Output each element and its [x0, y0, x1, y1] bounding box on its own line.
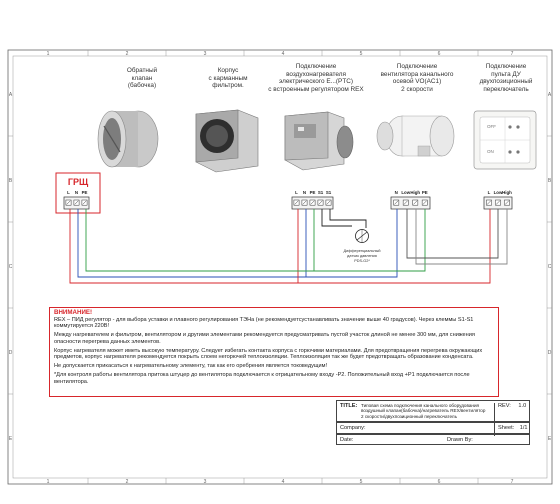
- grid-col-2-bottom: 2: [125, 479, 129, 485]
- remote-terminal-label: Low: [493, 190, 503, 195]
- header-fan: Подключение вентилятора канального осевой VO(AC1) 2 скорости: [380, 63, 454, 93]
- wire-n-heater-fan: [306, 209, 397, 277]
- grid-col-5-bottom: 5: [359, 479, 363, 485]
- rev-label: REV:: [498, 403, 511, 409]
- pressure-sensor: [356, 229, 369, 243]
- grid-row-c-right: C: [547, 264, 552, 270]
- remote-terminal-label: High: [502, 190, 512, 195]
- fan-terminal-label: Low: [401, 190, 411, 195]
- title-row: [336, 400, 530, 422]
- grid-col-4-bottom: 4: [281, 479, 285, 485]
- grid-col-1-bottom: 1: [46, 479, 50, 485]
- rev-cell: [494, 403, 534, 421]
- date-row: [336, 434, 530, 445]
- warning-paragraph: *Для контроля работы вентилятора притока штуцер до вентилятора подключается к отрицательному входу -P2. Положительный вход +P1 подключается после вентилятора.: [54, 372, 470, 385]
- grid-col-4: 4: [281, 51, 285, 57]
- terminal-blocks: [64, 190, 512, 209]
- remote-panel-image: [474, 111, 536, 169]
- title-block: [336, 400, 530, 474]
- title-text: Типовая схема подключения канального оборудования воздушный клапан(бабочка)/нагреватель REX/вентилятор 2 скорости/двухпозиционный переключатель: [361, 403, 486, 419]
- sensor-label-2: датчик давления: [347, 254, 377, 258]
- grsh-terminal-label: L: [67, 190, 70, 195]
- header-heater: Подключение воздухонагревателя электрического E...(PTC) с встроенным регулятором REX: [268, 63, 364, 93]
- company-row: [336, 422, 530, 434]
- wire-s1-b: [330, 209, 366, 228]
- remote-on-label: ON: [487, 149, 494, 154]
- header-filter: Корпус с карманным фильтром.: [208, 67, 248, 90]
- grid-row-c: C: [8, 264, 13, 270]
- warning-paragraph: REX – ПИД регулятор - для выбора уставки и плавного регулирования ТЭНа (не рекомендуетсустанавливать значение выше 40 градусов). Через клеммы S1-S1 коммутируется 220В!: [54, 316, 474, 330]
- sheet-value: 1/1: [519, 425, 528, 431]
- grid-row-e: E: [8, 436, 13, 442]
- company-label: Company:: [340, 425, 366, 431]
- grid-row-a-right: A: [547, 92, 552, 98]
- warning-title: ВНИМАНИЕ!: [54, 309, 93, 316]
- heater-terminal-label: L: [295, 190, 298, 195]
- date-label: Date:: [340, 437, 354, 443]
- warning-paragraph: Корпус нагревателя может иметь высокую температуру. Следует избегать контакта корпуса с горючими материалами. Для предотвращения перегрева окружающих предметов, корпус нагревателя рекомендуется покрыть слоем негорючей теплоизоляции. Теплоизоляция так же будет предотвращать образование конденсата.: [54, 347, 483, 361]
- remote-off-label: OFF: [487, 124, 496, 129]
- wire-l-grsh-heater: [70, 209, 298, 283]
- grsh-title: ГРЩ: [67, 177, 89, 187]
- fan-terminal-label: High: [410, 190, 421, 195]
- wiring: [70, 209, 507, 283]
- grid-col-2: 2: [125, 51, 129, 57]
- heater-terminal-label: PE: [309, 190, 316, 195]
- grid-col-6: 6: [437, 51, 441, 57]
- grsh-terminal-label: N: [74, 190, 79, 195]
- sensor-label-1: Дифференциальный: [343, 249, 381, 253]
- grid-row-a: A: [8, 92, 13, 98]
- grid-col-3: 3: [203, 51, 207, 57]
- title-label: TITLE:: [340, 403, 358, 409]
- wire-l-remote: [298, 209, 490, 283]
- valve-image: [98, 111, 158, 167]
- warning-paragraph: Между нагревателем и фильтром, вентилятором и другими элементами рекомендуется предусматривать пустой участок длиной не менее 300 мм, для снижения опасности перегрева данных элементов.: [54, 332, 475, 345]
- fan-terminal-label: N: [394, 190, 398, 195]
- fan-image: [377, 116, 454, 156]
- wire-high: [416, 209, 507, 264]
- grid-row-b-right: B: [547, 178, 552, 184]
- grid-col-3-bottom: 3: [203, 479, 207, 485]
- remote-terminal-label: L: [487, 190, 491, 195]
- grid-col-6-bottom: 6: [437, 479, 441, 485]
- drawn-by-label: Drawn By:: [447, 437, 473, 443]
- heater-terminal-label: S1: [317, 190, 324, 195]
- heater-image: [285, 112, 353, 170]
- heater-terminal-label: S1: [325, 190, 332, 195]
- wire-pe-grsh-heater: [86, 209, 314, 271]
- filter-image: [196, 110, 258, 172]
- grid-col-1: 1: [46, 51, 50, 57]
- grid-col-5: 5: [359, 51, 363, 57]
- grid-col-7-bottom: 7: [510, 479, 514, 485]
- wire-low: [407, 209, 498, 258]
- wire-n-grsh-heater: [78, 209, 306, 277]
- heater-terminal-label: N: [302, 190, 307, 195]
- warning-paragraph: Не допускается прикасаться к нагревательному элементу, так как его оребрения является токоведущим!: [54, 363, 328, 370]
- grid-row-e-right: E: [547, 436, 552, 442]
- grid-row-b: B: [8, 178, 13, 184]
- header-valve: Обратный клапан (бабочка): [126, 67, 158, 90]
- grid-row-d: D: [8, 350, 13, 356]
- grid-col-7: 7: [510, 51, 514, 57]
- fan-terminal-label: PE: [421, 190, 428, 195]
- wire-s1-a: [322, 209, 352, 226]
- sheet-label: Sheet:: [498, 425, 515, 431]
- sensor-label-3: PDS-G2*: [354, 259, 370, 263]
- rev-value: 1.0: [518, 403, 527, 409]
- header-remote: Подключение пульта ДУ двухпозиционный переключатель: [479, 63, 533, 93]
- warning-box: [49, 307, 499, 397]
- grid-row-d-right: D: [547, 350, 552, 356]
- grsh-terminal-label: PE: [81, 190, 88, 195]
